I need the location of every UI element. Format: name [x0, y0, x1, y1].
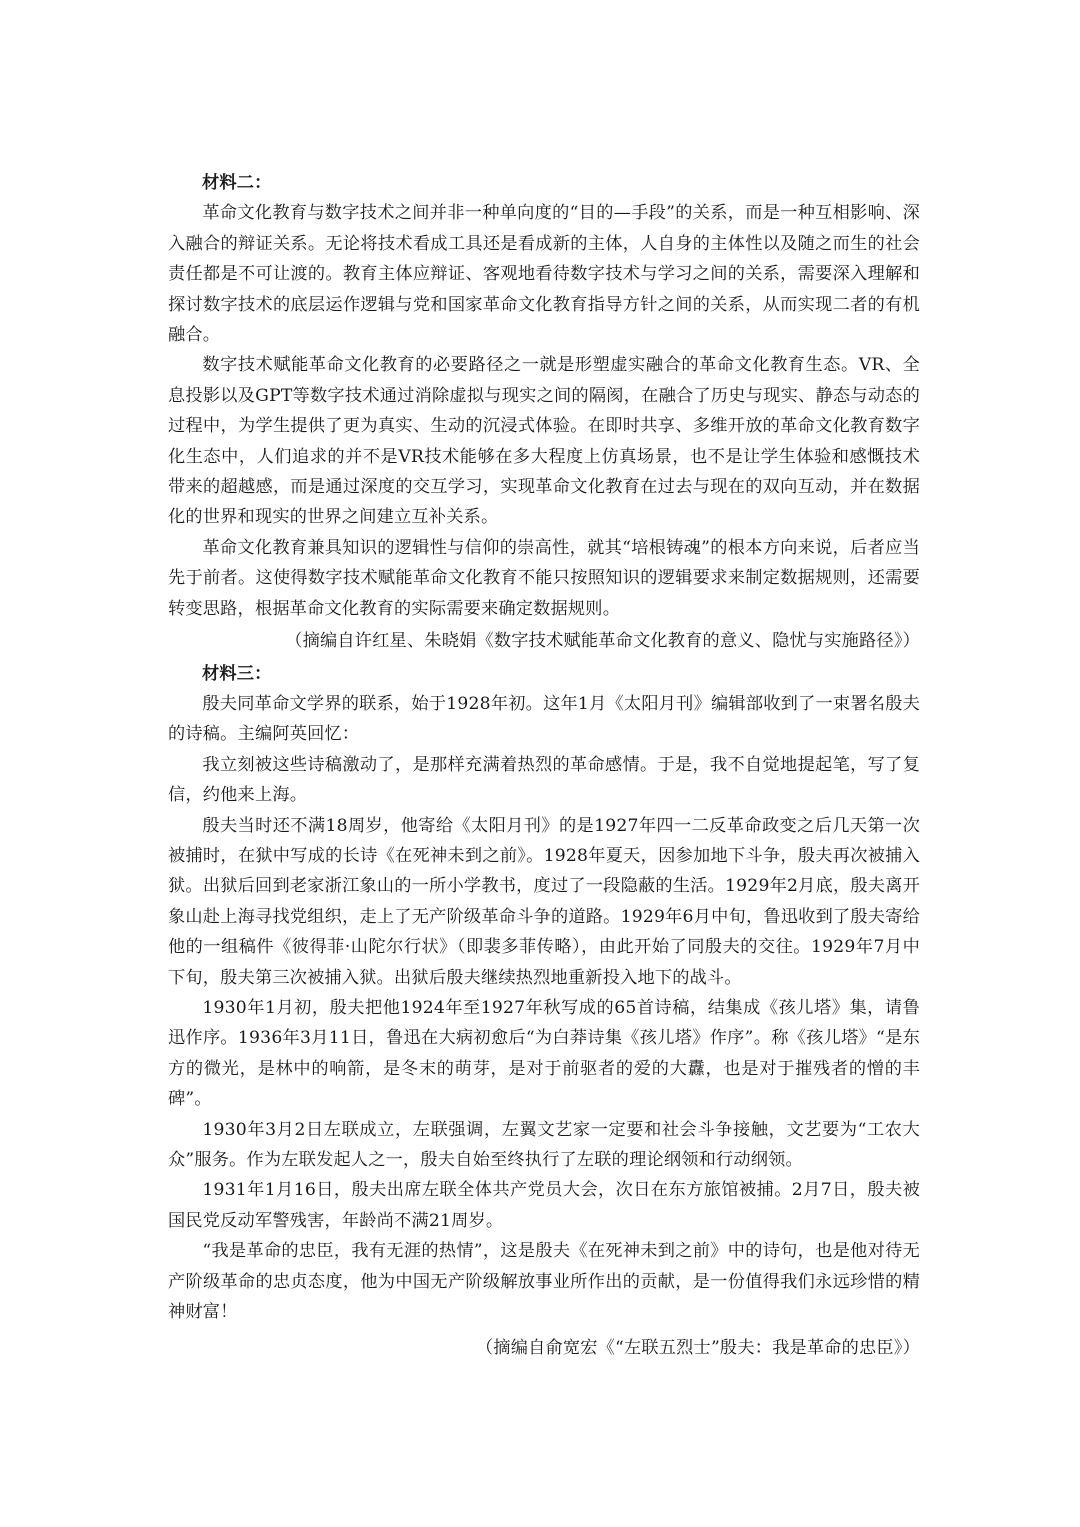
material-3-paragraph-3: 1930年1月初，殷夫把他1924年至1927年秋写成的65首诗稿，结集成《孩儿塔》集，请鲁迅作序。1936年3月11日，鲁迅在大病初愈后“为白莽诗集《孩儿塔》作序”。称《孩儿塔》“是东方的微光，是林中的响箭，是冬末的萌芽，是对于前驱者的爱的大纛，也是对于摧残者的憎的丰碑”。: [168, 997, 920, 1110]
material-3-paragraph-6: “我是革命的忠臣，我有无涯的热情”，这是殷夫《在死神未到之前》中的诗句，也是他对待无产阶级革命的忠贞态度，他为中国无产阶级解放事业所作出的贡献，是一份值得我们永远珍惜的精神财富！: [168, 1241, 920, 1323]
material-3-paragraph-1: 殷夫同革命文学界的联系，始于1928年初。这年1月《太阳月刊》编辑部收到了一束署名殷夫的诗稿。主编阿英回忆：: [168, 693, 920, 745]
material-3-heading: 材料三：: [202, 663, 272, 684]
material-3-paragraph-4: 1930年3月2日左联成立，左联强调，左翼文艺家一定要和社会斗争接触，文艺要为“工农大众”服务。作为左联发起人之一，殷夫自始至终执行了左联的理论纲领和行动纲领。: [168, 1119, 920, 1170]
material-2-paragraph-3: 革命文化教育兼具知识的逻辑性与信仰的崇高性，就其“培根铸魂”的根本方向来说，后者应当先于前者。这使得数字技术赋能革命文化教育不能只按照知识的逻辑要求来制定数据规则，还需要转变思路，根据革命文化教育的实际需要来确定数据规则。: [168, 537, 920, 619]
material-2-paragraph-1: 革命文化教育与数字技术之间并非一种单向度的“目的—手段”的关系，而是一种互相影响、深入融合的辩证关系。无论将技术看成工具还是看成新的主体，人自身的主体性以及随之而生的社会责任都是不可让渡的。教育主体应辩证、客观地看待数字技术与学习之间的关系，需要深入理解和探讨数字技术的底层运作逻辑与党和国家革命文化教育指导方针之间的关系，从而实现二者的有机融合。: [168, 203, 920, 346]
material-3-quote: 我立刻被这些诗稿激动了，是那样充满着热烈的革命感情。于是，我不自觉地提起笔，写了复信，约他来上海。: [168, 754, 920, 806]
material-3-source: （摘编自俞宽宏《“左联五烈士”殷夫：我是革命的忠臣》）: [475, 1338, 920, 1359]
material-3-paragraph-5: 1931年1月16日，殷夫出席左联全体共产党员大会，次日在东方旅馆被捕。2月7日，殷夫被国民党反动军警残害，年龄尚不满21周岁。: [168, 1180, 920, 1231]
material-2-source: （摘编自许红星、朱晓娟《数字技术赋能革命文化教育的意义、隐忧与实施路径》）: [285, 631, 920, 652]
material-2-paragraph-2: 数字技术赋能革命文化教育的必要路径之一就是形塑虚实融合的革命文化教育生态。VR、全息投影以及GPT等数字技术通过消除虚拟与现实之间的隔阂，在融合了历史与现实、静态与动态的过程中，为学生提供了更为真实、生动的沉浸式体验。在即时共享、多维开放的革命文化教育数字化生态中，人们追求的并不是VR技术能够在多大程度上仿真场景，也不是让学生体验和感慨技术带来的超越感，而是通过深度的交互学习，实现革命文化教育在过去与现在的双向互动，并在数据化的世界和现实的世界之间建立互补关系。: [168, 355, 920, 528]
material-2-heading: 材料二：: [202, 173, 272, 193]
document-page: [168, 168, 920, 1366]
material-3-paragraph-2: 殷夫当时还不满18周岁，他寄给《太阳月刊》的是1927年四一二反革命政变之后几天第一次被捕时，在狱中写成的长诗《在死神未到之前》。1928年夏天，因参加地下斗争，殷夫再次被捕入狱。出狱后回到老家浙江象山的一所小学教书，度过了一段隐蔽的生活。1929年2月底，殷夫离开象山赴上海寻找党组织，走上了无产阶级革命斗争的道路。1929年6月中旬，鲁迅收到了殷夫寄给他的一组稿件《彼得菲·山陀尔行状》（即裴多菲传略），由此开始了同殷夫的交往。1929年7月中下旬，殷夫第三次被捕入狱。出狱后殷夫继续热烈地重新投入地下的战斗。: [168, 815, 920, 988]
